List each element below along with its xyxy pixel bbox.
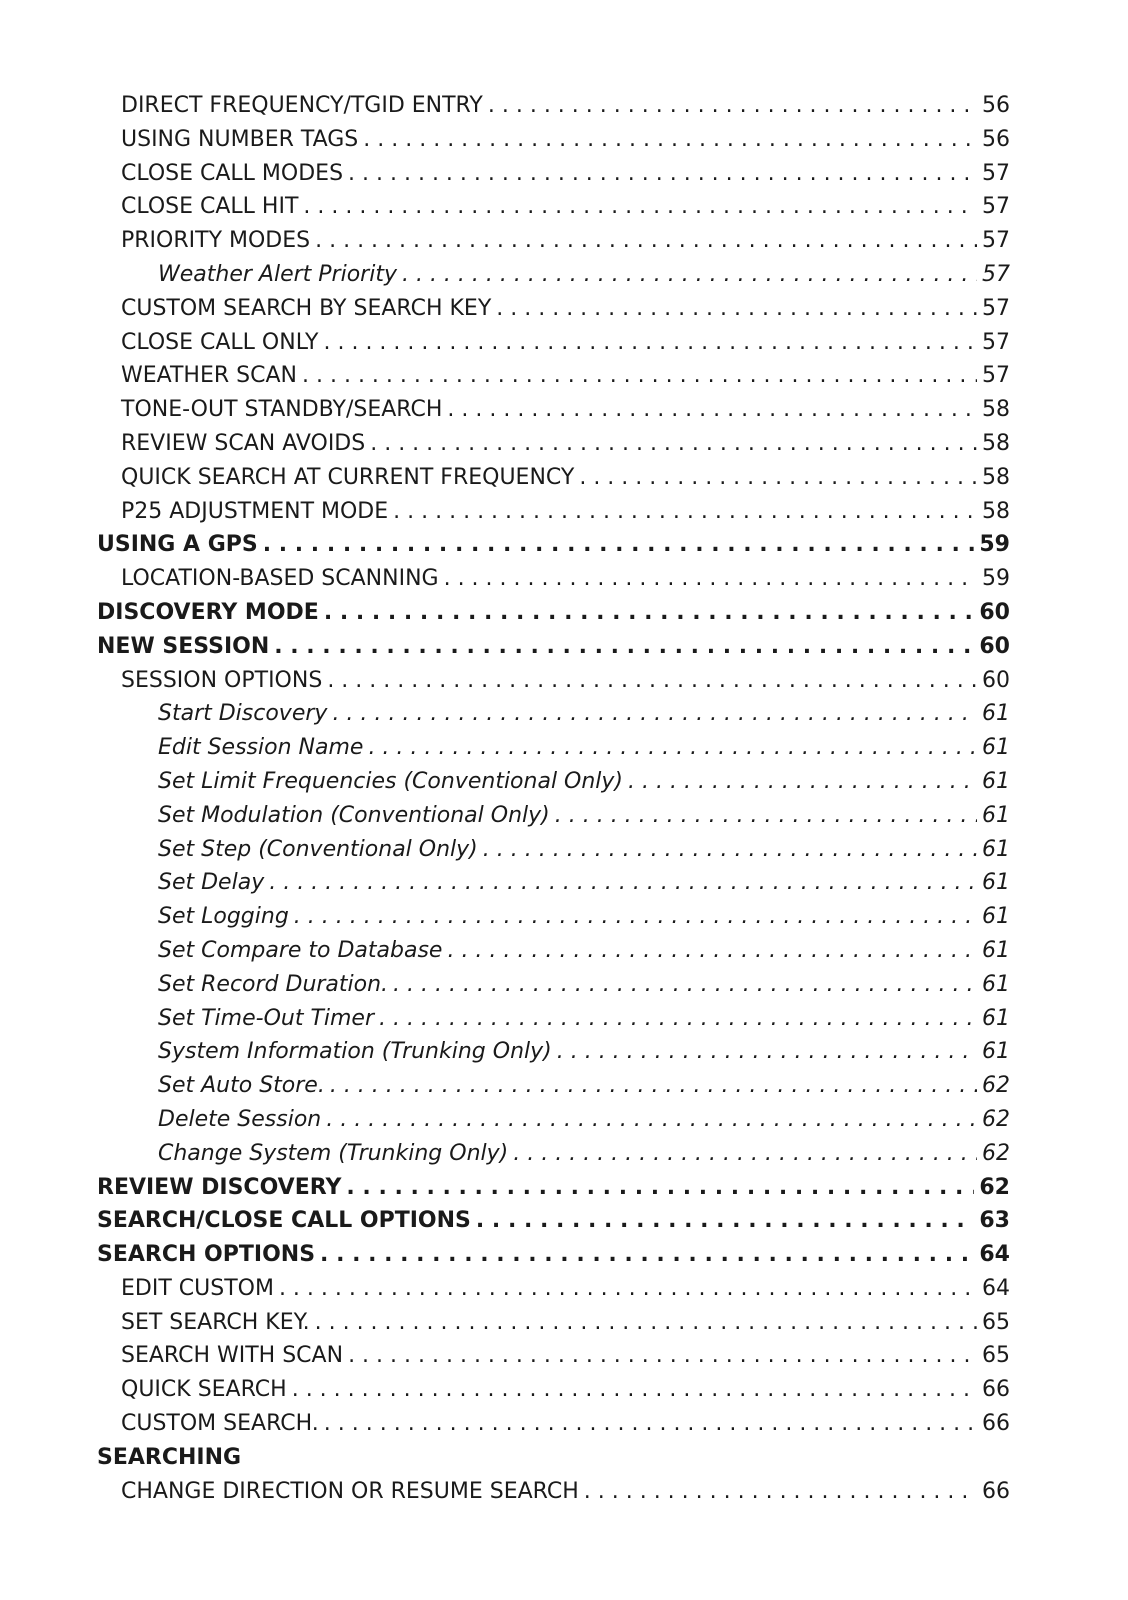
toc-entry-page: 64 [979, 1242, 1010, 1268]
dot-leader [444, 562, 977, 596]
toc-entry-title: USING NUMBER TAGS [121, 126, 359, 152]
toc-entry [97, 1373, 1010, 1407]
toc-entry-title: Start Discovery [158, 701, 328, 727]
dot-leader [332, 697, 977, 731]
toc-entry [97, 630, 1010, 664]
toc-entry-page: 58 [982, 464, 1010, 490]
toc-entry [97, 123, 1010, 157]
toc-entry [97, 731, 1010, 765]
toc-entry [97, 1441, 1010, 1475]
toc-entry-page: 62 [982, 1106, 1010, 1132]
dot-leader [320, 1238, 974, 1272]
dot-leader [346, 1171, 974, 1205]
toc-entry-title: SEARCH OPTIONS [97, 1242, 316, 1268]
toc-entry-title: System Information (Trunking Only) [158, 1039, 552, 1065]
toc-entry-page: 57 [982, 329, 1010, 355]
toc-entry-page: 57 [982, 228, 1010, 254]
dot-leader [513, 1137, 977, 1171]
dot-leader [326, 1103, 977, 1137]
toc-entry-title: Set Step (Conventional Only) [158, 836, 478, 862]
toc-entry [97, 528, 1010, 562]
toc-entry-title: WEATHER SCAN [121, 363, 297, 389]
toc-entry [97, 157, 1010, 191]
toc-entry-page: 61 [982, 971, 1010, 997]
toc-entry [97, 1238, 1010, 1272]
toc-entry [97, 934, 1010, 968]
dot-leader [274, 630, 974, 664]
toc-entry-page: 57 [982, 261, 1010, 287]
dot-leader [330, 1069, 977, 1103]
toc-entry-title: CLOSE CALL ONLY [121, 329, 319, 355]
toc-entry-title: CUSTOM SEARCH BY SEARCH KEY [121, 295, 492, 321]
dot-leader [402, 258, 977, 292]
toc-entry-title: DIRECT FREQUENCY/TGID ENTRY [121, 93, 483, 118]
toc-entry-page: 61 [982, 904, 1010, 930]
toc-entry-page: 62 [982, 1073, 1010, 1099]
toc-entry-page: 56 [982, 93, 1010, 118]
toc-entry-title: SEARCH WITH SCAN [121, 1343, 344, 1369]
toc-entry-page: 60 [979, 633, 1010, 659]
toc-entry [97, 190, 1010, 224]
dot-leader [393, 495, 977, 529]
dot-leader [315, 1306, 977, 1340]
toc-entry [97, 1002, 1010, 1036]
toc-entry-page: 59 [979, 532, 1010, 558]
toc-entry [97, 1475, 1010, 1509]
toc-entry-page: 58 [982, 430, 1010, 456]
toc-entry-title: TONE-OUT STANDBY/SEARCH [121, 397, 443, 423]
toc-entry [97, 1204, 1010, 1238]
toc-entry-page: 57 [982, 295, 1010, 321]
toc-entry-page: 65 [982, 1309, 1010, 1335]
toc-entry [97, 495, 1010, 529]
toc-entry [97, 697, 1010, 731]
toc-entry-title: Delete Session [158, 1106, 322, 1132]
toc-entry [97, 596, 1010, 630]
dot-leader [488, 89, 977, 123]
dot-leader [379, 1002, 977, 1036]
toc-entry-title: LOCATION-BASED SCANNING [121, 566, 439, 592]
toc-entry [97, 866, 1010, 900]
toc-entry-page: 62 [979, 1174, 1010, 1200]
dot-leader [584, 1475, 977, 1509]
toc-entry [97, 900, 1010, 934]
dot-leader [323, 326, 977, 360]
dot-leader [557, 1035, 977, 1069]
dot-leader [263, 528, 975, 562]
toc-entry-page: 59 [982, 566, 1010, 592]
toc-entry-page: 61 [982, 937, 1010, 963]
dot-leader [327, 664, 977, 698]
toc-entry-page: 64 [982, 1275, 1010, 1301]
toc-entry-title: Set Compare to Database [158, 937, 443, 963]
toc-entry-title: SEARCHING [97, 1444, 242, 1470]
dot-leader [476, 1204, 974, 1238]
dot-leader [348, 1339, 977, 1373]
toc-entry-title: Set Delay [158, 870, 265, 896]
dot-leader [324, 1407, 977, 1441]
toc-entry [97, 258, 1010, 292]
toc-entry-title: REVIEW DISCOVERY [97, 1174, 342, 1200]
toc-entry-title: PRIORITY MODES [121, 228, 311, 254]
toc-entry-title: SESSION OPTIONS [121, 667, 323, 693]
toc-entry-page: 61 [982, 836, 1010, 862]
toc-entry-page: 62 [982, 1140, 1010, 1166]
toc-entry [97, 359, 1010, 393]
toc-entry [97, 968, 1010, 1002]
toc-entry [97, 461, 1010, 495]
toc-entry [97, 664, 1010, 698]
toc-entry-title: CLOSE CALL MODES [121, 160, 344, 186]
toc-entry-title: CUSTOM SEARCH. [121, 1411, 319, 1437]
toc-entry-title: QUICK SEARCH AT CURRENT FREQUENCY [121, 464, 575, 490]
toc-entry-page: 61 [982, 802, 1010, 828]
dot-leader [555, 799, 977, 833]
dot-leader [269, 866, 977, 900]
dot-leader [303, 190, 977, 224]
toc-entry-page: 56 [982, 126, 1010, 152]
toc-entry-page: 61 [982, 1039, 1010, 1065]
toc-entry [97, 1103, 1010, 1137]
dot-leader [447, 934, 977, 968]
dot-leader [368, 731, 977, 765]
toc-entry-page: 61 [982, 1005, 1010, 1031]
toc-entry-title: CLOSE CALL HIT [121, 194, 299, 220]
dot-leader [483, 833, 977, 867]
toc-entry-page: 63 [979, 1208, 1010, 1234]
toc-entry-title: QUICK SEARCH [121, 1377, 287, 1403]
toc-entry-title: Set Auto Store. [158, 1073, 325, 1099]
toc-entry-page: 60 [982, 667, 1010, 693]
toc-entry-page: 61 [982, 735, 1010, 761]
toc-entry-page: 58 [982, 498, 1010, 524]
toc-entry-title: SET SEARCH KEY. [121, 1309, 310, 1335]
toc-entry-title: EDIT CUSTOM [121, 1275, 274, 1301]
toc-entry-title: Set Time-Out Timer [158, 1005, 375, 1031]
dot-leader [363, 123, 977, 157]
toc-entry-title: SEARCH/CLOSE CALL OPTIONS [97, 1208, 471, 1234]
toc-entry [97, 1272, 1010, 1306]
dot-leader [393, 968, 977, 1002]
toc-entry-page: 58 [982, 397, 1010, 423]
toc-entry [97, 562, 1010, 596]
dot-leader [628, 765, 977, 799]
dot-leader [292, 1373, 977, 1407]
toc-entry [97, 1035, 1010, 1069]
dot-leader [315, 224, 977, 258]
toc-entry-title: Change System (Trunking Only) [158, 1140, 509, 1166]
toc-entry-page: 61 [982, 768, 1010, 794]
toc-entry [97, 799, 1010, 833]
dot-leader [447, 393, 977, 427]
toc-entry [97, 427, 1010, 461]
toc-entry-title: Set Modulation (Conventional Only) [158, 802, 550, 828]
toc-entry-title: Set Logging [158, 904, 289, 930]
toc-entry [97, 1407, 1010, 1441]
toc-entry [97, 1306, 1010, 1340]
dot-leader [348, 157, 977, 191]
toc-entry-page: 66 [982, 1411, 1010, 1437]
dot-leader [579, 461, 977, 495]
dot-leader [370, 427, 977, 461]
toc-entry [97, 393, 1010, 427]
toc-entry [97, 326, 1010, 360]
toc-entry-page: 61 [982, 701, 1010, 727]
toc-entry-page: 65 [982, 1343, 1010, 1369]
toc-entry-title: P25 ADJUSTMENT MODE [121, 498, 389, 524]
toc-entry [97, 1171, 1010, 1205]
toc-entry-page: 66 [982, 1478, 1010, 1504]
dot-leader [324, 596, 975, 630]
toc-entry-page: 66 [982, 1377, 1010, 1403]
dot-leader [496, 292, 977, 326]
toc-entry-title: USING A GPS [97, 532, 258, 558]
toc-entry-page: 57 [982, 160, 1010, 186]
toc-entry [97, 224, 1010, 258]
toc-entry-title: Set Record Duration. [158, 971, 389, 997]
dot-leader [279, 1272, 977, 1306]
toc-entry-title: Edit Session Name [158, 735, 364, 761]
toc-entry-page: 57 [982, 194, 1010, 220]
dot-leader [302, 359, 977, 393]
toc-entry-title: Set Limit Frequencies (Conventional Only) [158, 768, 624, 794]
toc-entry [97, 1137, 1010, 1171]
toc-entry-page: 61 [982, 870, 1010, 896]
toc-entry-title: Weather Alert Priority [158, 261, 397, 287]
toc-entry-page: 60 [979, 599, 1010, 625]
toc-entry-title: CHANGE DIRECTION OR RESUME SEARCH [121, 1478, 579, 1504]
toc-entry [97, 292, 1010, 326]
toc-entry-title: NEW SESSION [97, 633, 270, 659]
toc-entry [97, 833, 1010, 867]
toc-entry [97, 1069, 1010, 1103]
table-of-contents [97, 89, 1010, 1508]
toc-entry-title: REVIEW SCAN AVOIDS [121, 430, 366, 456]
toc-entry-title: DISCOVERY MODE [97, 599, 319, 625]
toc-entry [97, 89, 1010, 123]
toc-entry [97, 765, 1010, 799]
toc-entry-page: 57 [982, 363, 1010, 389]
dot-leader [294, 900, 977, 934]
toc-entry [97, 1339, 1010, 1373]
